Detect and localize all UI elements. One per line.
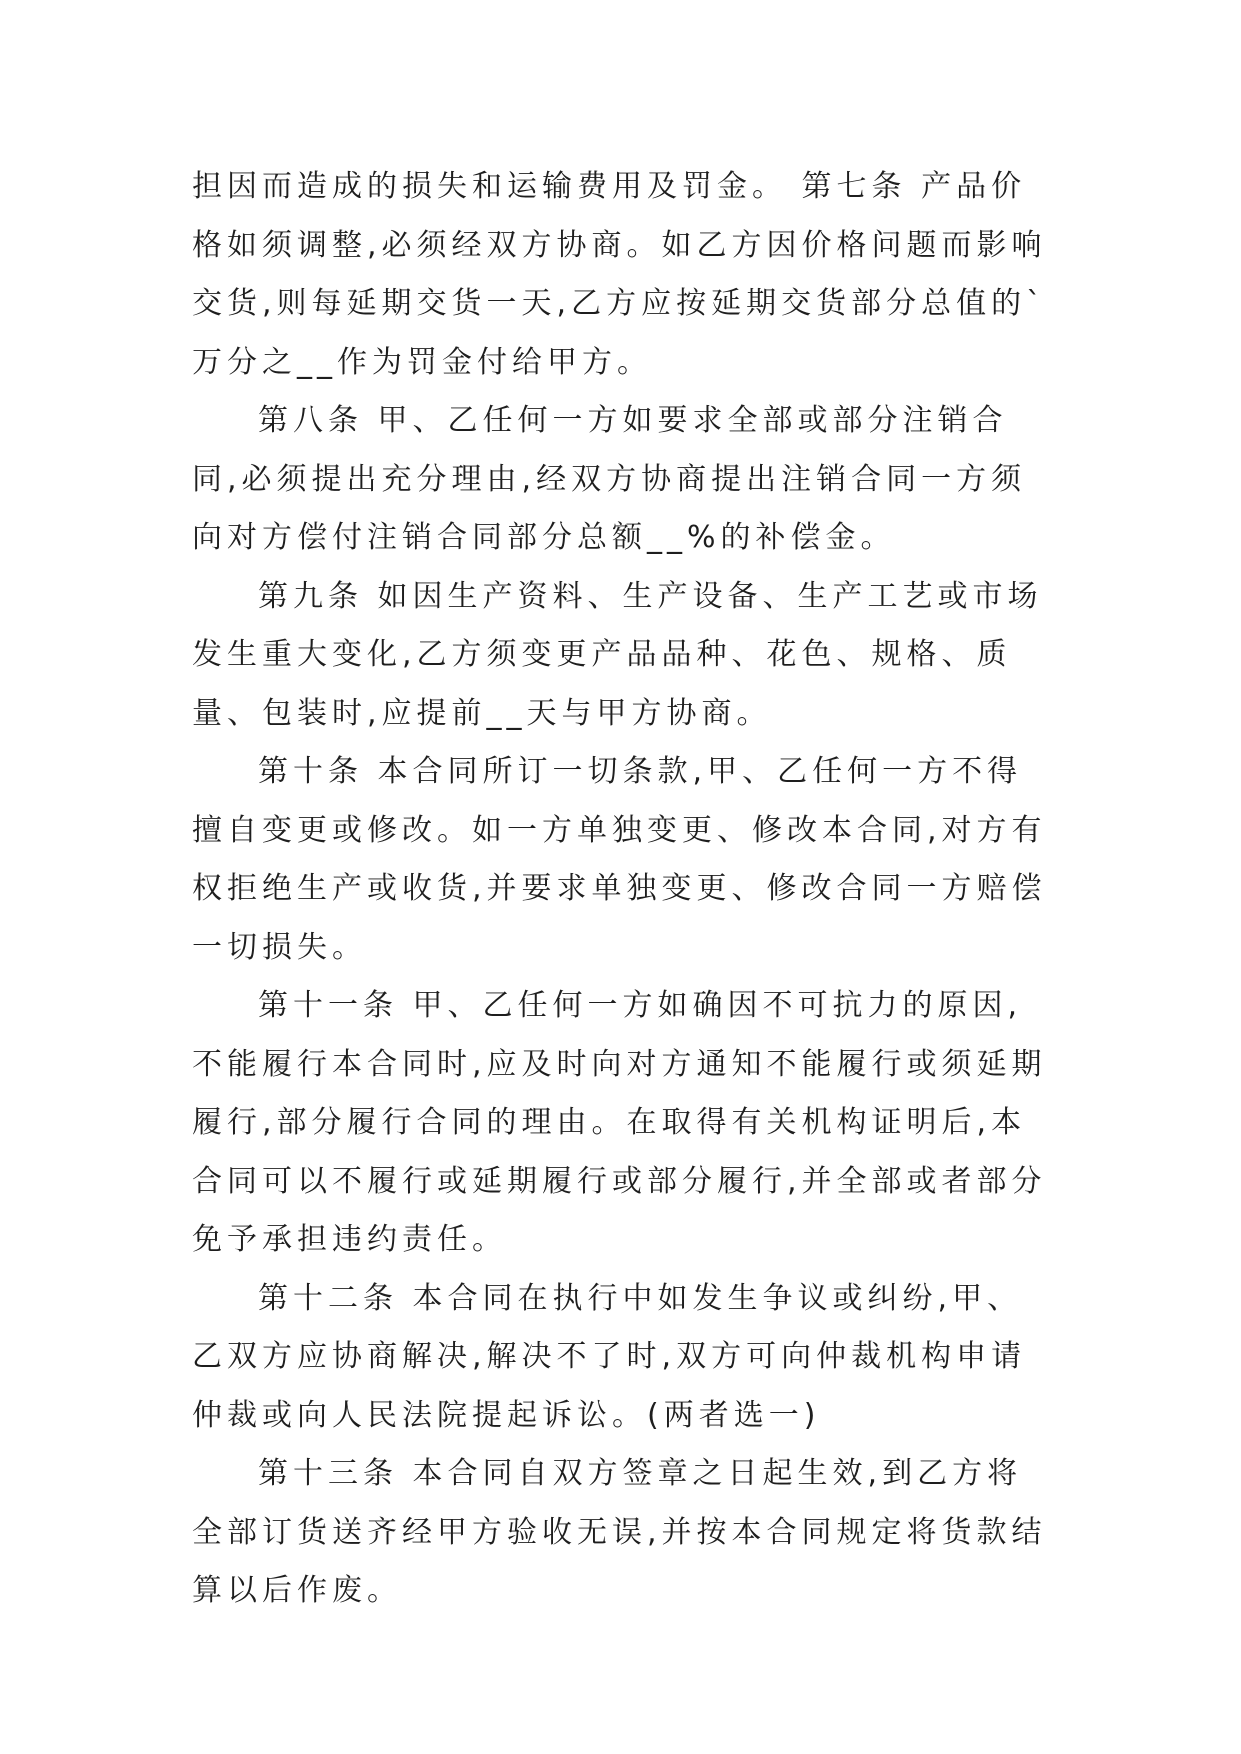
document-body [192,158,1052,1621]
paragraph-article-8: 第八条 甲、乙任何一方如要求全部或部分注销合同,必须提出充分理由,经双方协商提出注销合同一方须向对方偿付注销合同部分总额__%的补偿金。 [192,403,1027,555]
paragraph-article-10: 第十条 本合同所订一切条款,甲、乙任何一方不得擅自变更或修改。如一方单独变更、修改本合同,对方有权拒绝生产或收货,并要求单独变更、修改合同一方赔偿一切损失。 [192,754,1047,965]
paragraph-article-9: 第九条 如因生产资料、生产设备、生产工艺或市场发生重大变化,乙方须变更产品品种、花色、规格、质量、包装时,应提前__天与甲方协商。 [192,578,1043,731]
paragraph-article-7: 担因而造成的损失和运输费用及罚金。 第七条 产品价格如须调整,必须经双方协商。如乙方因价格问题而影响交货,则每延期交货一天,乙方应按延期交货部分总值的`万分之__作为罚金付给甲方。 [192,169,1047,380]
paragraph-article-11: 第十一条 甲、乙任何一方如确因不可抗力的原因,不能履行本合同时,应及时向对方通知不能履行或须延期履行,部分履行合同的理由。在取得有关机构证明后,本合同可以不履行或延期履行或部分履行,并全部或者部分免予承担违约责任。 [192,988,1047,1257]
paragraph-article-13: 第十三条 本合同自双方签章之日起生效,到乙方将全部订货送齐经甲方验收无误,并按本合同规定将货款结算以后作废。 [192,1456,1047,1608]
paragraph-article-12: 第十二条 本合同在执行中如发生争议或纠纷,甲、乙双方应协商解决,解决不了时,双方可向仲裁机构申请仲裁或向人民法院提起诉讼。(两者选一) [192,1280,1027,1433]
